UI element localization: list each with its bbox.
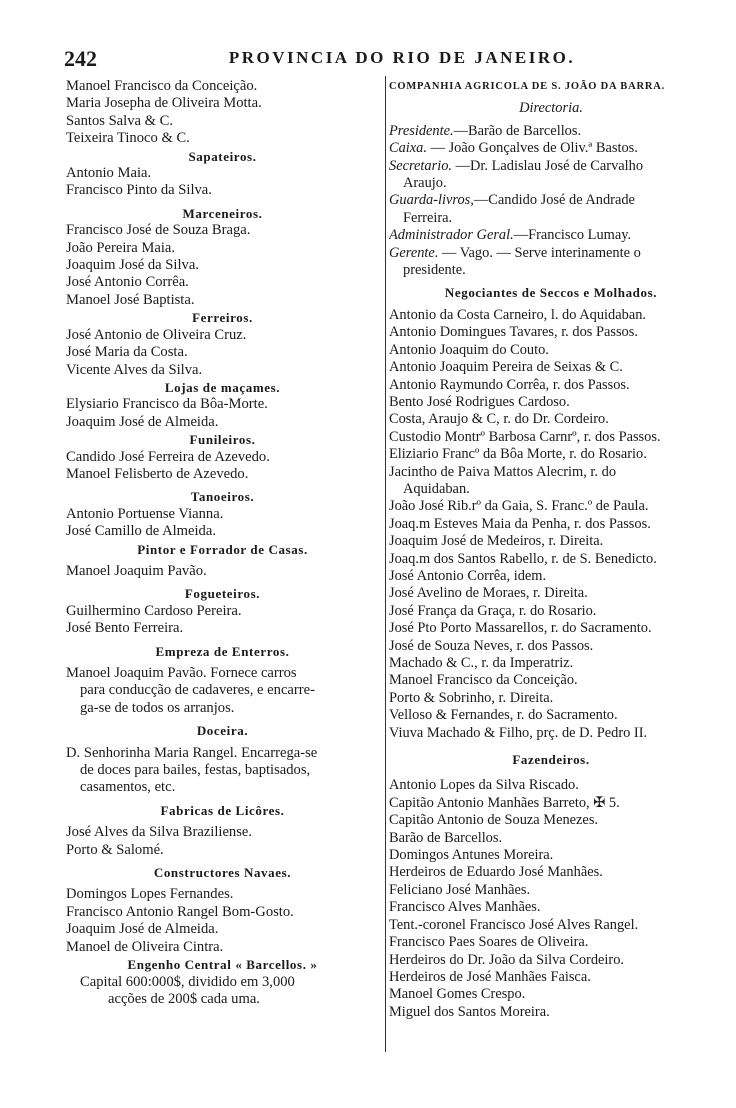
list-item: Francisco Antonio Rangel Bom-Gosto. xyxy=(66,903,294,920)
list-item: Jacintho de Paiva Mattos Alecrim, r. do xyxy=(389,463,617,480)
section-heading-lojas: Lojas de maçames. xyxy=(164,379,281,395)
list-item: Guilhermino Cardoso Pereira. xyxy=(66,602,242,619)
list-item: Manoel Felisberto de Azevedo. xyxy=(66,465,249,482)
section-heading-doceira: Doceira. xyxy=(196,723,249,739)
list-item: Elysiario Francisco da Bôa-Morte. xyxy=(66,396,268,413)
list-item: Eliziario Francº da Bôa Morte, r. do Rosario. xyxy=(389,446,647,463)
list-item: José Pto Porto Massarellos, r. do Sacramento. xyxy=(389,620,652,637)
directoria-entry: Caixa. — João Gonçalves de Oliv.ª Bastos. xyxy=(389,140,638,157)
list-item: Teixeira Tinoco & C. xyxy=(66,130,190,147)
directoria-continuation: Ferreira. xyxy=(403,209,453,226)
list-item: Manoel de Oliveira Cintra. xyxy=(66,938,224,955)
list-item: José França da Graça, r. do Rosario. xyxy=(389,602,597,619)
list-item: Joaquim José de Medeiros, r. Direita. xyxy=(389,533,604,550)
list-item: Capitão Antonio de Souza Menezes. xyxy=(389,812,599,829)
left-column xyxy=(66,78,379,1008)
list-item: Vicente Alves da Silva. xyxy=(66,361,203,378)
running-title: PROVINCIA DO RIO DE JANEIRO. xyxy=(228,48,576,67)
list-item: D. Senhorinha Maria Rangel. Encarrega-se xyxy=(66,744,318,761)
directoria-continuation: presidente. xyxy=(403,262,466,279)
section-heading-licores: Fabricas de Licôres. xyxy=(160,802,285,818)
list-item: José Alves da Silva Braziliense. xyxy=(66,824,253,841)
list-item: Aquidaban. xyxy=(403,480,470,497)
section-heading-navaes: Constructores Navaes. xyxy=(153,865,292,881)
list-item: Joaquim José de Almeida. xyxy=(66,413,219,430)
list-item: Herdeiros do Dr. João da Silva Cordeiro. xyxy=(389,951,624,968)
list-item: Candido José Ferreira de Azevedo. xyxy=(66,448,270,465)
directoria-entry: Secretario. —Dr. Ladislau José de Carvalho xyxy=(389,157,644,174)
list-item: Joaq.m Esteves Maia da Penha, r. dos Passos. xyxy=(389,515,651,532)
list-item: Custodio Montrº Barbosa Carnrº, r. dos Passos. xyxy=(389,428,661,445)
list-item: José Antonio de Oliveira Cruz. xyxy=(66,326,247,343)
list-item: José de Souza Neves, r. dos Passos. xyxy=(389,637,594,654)
section-heading-funileiros: Funileiros. xyxy=(189,432,256,448)
list-item: casamentos, etc. xyxy=(80,779,176,796)
list-item: Herdeiros de José Manhães Faisca. xyxy=(389,968,591,985)
directoria-entry: Administrador Geral.—Francisco Lumay. xyxy=(389,227,632,244)
list-item: Porto & Salomé. xyxy=(66,841,164,858)
directoria-entry: Gerente. — Vago. — Serve interinamente o xyxy=(389,244,641,261)
page-header xyxy=(62,46,702,70)
list-item: José Bento Ferreira. xyxy=(66,620,184,637)
list-item: Manoel Gomes Crespo. xyxy=(389,986,526,1003)
list-item: de doces para bailes, festas, baptisados, xyxy=(80,762,311,779)
section-heading-sapateiros: Sapateiros. xyxy=(188,148,257,164)
list-item: José Antonio Corrêa. xyxy=(66,274,189,291)
list-item: José Avelino de Moraes, r. Direita. xyxy=(389,585,588,602)
list-item: Antonio Joaquim do Couto. xyxy=(389,341,549,358)
list-item: Francisco José de Souza Braga. xyxy=(66,222,251,239)
list-item: ga-se de todos os arranjos. xyxy=(80,699,235,716)
section-heading-fazendeiros: Fazendeiros. xyxy=(512,752,590,768)
section-heading-ferreiros: Ferreiros. xyxy=(192,310,253,326)
directoria-continuation: Araujo. xyxy=(403,175,447,192)
list-item: Francisco Paes Soares de Oliveira. xyxy=(389,934,589,951)
list-item: Porto & Sobrinho, r. Direita. xyxy=(389,689,554,706)
list-item: acções de 200$ cada uma. xyxy=(108,990,260,1007)
list-item: Domingos Antunes Moreira. xyxy=(389,847,554,864)
company-heading: COMPANHIA AGRICOLA DE S. JOÃO DA BARRA. xyxy=(389,81,666,92)
list-item: Capital 600:000$, dividido em 3,000 xyxy=(80,973,295,990)
section-heading-fogueteiros: Fogueteiros. xyxy=(184,586,261,602)
list-item: Antonio da Costa Carneiro, l. do Aquidaban. xyxy=(389,306,646,323)
list-item: Manoel Joaquim Pavão. Fornece carros xyxy=(66,665,297,681)
list-item: Bento José Rodrigues Cardoso. xyxy=(389,393,570,410)
list-item: José Maria da Costa. xyxy=(66,344,188,361)
list-item: Antonio Domingues Tavares, r. dos Passos. xyxy=(389,324,638,341)
list-item: Francisco Pinto da Silva. xyxy=(66,182,212,199)
list-item: Francisco Alves Manhães. xyxy=(389,899,541,916)
section-heading-engenho: Engenho Central « Barcellos. » xyxy=(127,957,318,973)
list-item: para conducção de cadaveres, e encarre- xyxy=(80,682,315,699)
list-item: Velloso & Fernandes, r. do Sacramento. xyxy=(389,707,618,724)
column-divider xyxy=(385,76,386,1052)
directoria-heading: Directoria. xyxy=(519,100,583,117)
list-item: Barão de Barcellos. xyxy=(389,829,503,846)
list-item: Miguel dos Santos Moreira. xyxy=(389,1003,550,1020)
list-item: Herdeiros de Eduardo José Manhães. xyxy=(389,864,603,881)
list-item: Machado & C., r. da Imperatriz. xyxy=(389,655,574,671)
list-item: João José Rib.rº da Gaia, S. Franc.º de Paula. xyxy=(389,498,649,515)
list-item: Antonio Maia. xyxy=(66,165,152,182)
list-item: Costa, Araujo & C, r. do Dr. Cordeiro. xyxy=(389,411,609,428)
list-item: José Antonio Corrêa, idem. xyxy=(389,567,547,584)
section-heading-pintor: Pintor e Forrador de Casas. xyxy=(137,541,308,557)
list-item: Antonio Joaquim Pereira de Seixas & C. xyxy=(389,359,623,376)
section-heading-enterros: Empreza de Enterros. xyxy=(155,643,290,659)
page-number: 242 xyxy=(64,46,97,71)
list-item: Feliciano José Manhães. xyxy=(389,881,531,898)
list-item: Santos Salva & C. xyxy=(66,112,174,129)
list-item: Capitão Antonio Manhães Barreto, ✠ 5. xyxy=(389,794,620,811)
directoria-entry: Guarda-livros,—Candido José de Andrade xyxy=(389,192,635,209)
list-item: José Camillo de Almeida. xyxy=(66,523,216,540)
list-item: Antonio Raymundo Corrêa, r. dos Passos. xyxy=(389,376,630,393)
list-item: Viuva Machado & Filho, prç. de D. Pedro II. xyxy=(389,724,648,741)
list-item: Antonio Lopes da Silva Riscado. xyxy=(389,777,579,794)
section-heading-negociantes: Negociantes de Seccos e Molhados. xyxy=(444,285,658,301)
list-item: Joaq.m dos Santos Rabello, r. de S. Benedicto. xyxy=(389,550,657,567)
list-item: Tent.-coronel Francisco José Alves Rangel. xyxy=(389,916,639,933)
section-heading-marceneiros: Marceneiros. xyxy=(182,205,263,221)
list-item: Joaquim José da Silva. xyxy=(66,257,199,274)
list-item: Manoel Joaquim Pavão. xyxy=(66,562,207,579)
right-column xyxy=(389,78,713,1021)
list-item: Manoel Francisco da Conceição. xyxy=(66,78,258,94)
list-item: Domingos Lopes Fernandes. xyxy=(66,886,234,903)
list-item: João Pereira Maia. xyxy=(66,239,176,256)
directoria-entry: Presidente.—Barão de Barcellos. xyxy=(389,122,582,139)
list-item: Manoel Francisco da Conceição. xyxy=(389,672,578,689)
list-item: Manoel José Baptista. xyxy=(66,291,195,308)
section-heading-tanoeiros: Tanoeiros. xyxy=(190,489,255,505)
list-item: Joaquim José de Almeida. xyxy=(66,921,219,938)
list-item: Antonio Portuense Vianna. xyxy=(66,505,224,522)
list-item: Maria Josepha de Oliveira Motta. xyxy=(66,95,262,112)
